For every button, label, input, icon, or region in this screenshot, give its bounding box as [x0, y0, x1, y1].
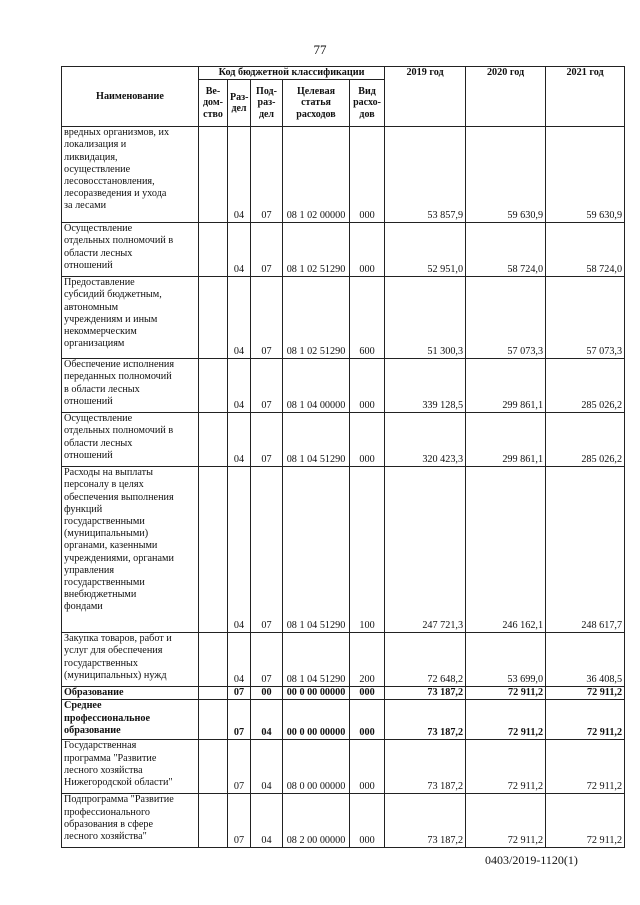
cell-target: 08 1 02 51290	[283, 223, 350, 277]
cell-target: 08 1 02 00000	[283, 127, 350, 223]
cell-vid: 000	[350, 794, 385, 848]
cell-podrazdel: 04	[251, 700, 283, 740]
cell-2019: 320 423,3	[385, 413, 466, 467]
cell-vid: 600	[350, 277, 385, 359]
cell-2019: 339 128,5	[385, 359, 466, 413]
table-row	[62, 700, 625, 740]
cell-2021: 72 911,2	[546, 740, 625, 794]
cell-vid: 000	[350, 740, 385, 794]
cell-vedomstvo	[199, 687, 228, 700]
cell-2021: 72 911,2	[546, 794, 625, 848]
cell-2020: 59 630,9	[466, 127, 546, 223]
cell-target: 08 1 04 51290	[283, 413, 350, 467]
table-row	[62, 359, 625, 413]
cell-vid: 200	[350, 633, 385, 687]
cell-razdel: 07	[228, 740, 251, 794]
cell-vedomstvo	[199, 794, 228, 848]
cell-name: Осуществление отдельных полномочий в области лесных отношений	[62, 413, 199, 467]
cell-2019: 53 857,9	[385, 127, 466, 223]
header-year-2021: 2021 год	[546, 67, 625, 127]
header-year-2019: 2019 год	[385, 67, 466, 127]
cell-vedomstvo	[199, 413, 228, 467]
cell-target: 00 0 00 00000	[283, 687, 350, 700]
cell-podrazdel: 07	[251, 223, 283, 277]
header-razdel: Раз- дел	[228, 80, 251, 127]
header-code-group: Код бюджетной классификации	[199, 67, 385, 80]
cell-name: Среднее профессиональное образование	[62, 700, 199, 740]
cell-razdel: 07	[228, 687, 251, 700]
cell-vedomstvo	[199, 740, 228, 794]
cell-razdel: 07	[228, 794, 251, 848]
cell-razdel: 04	[228, 277, 251, 359]
cell-razdel: 04	[228, 633, 251, 687]
table-row	[62, 794, 625, 848]
cell-target: 08 1 04 51290	[283, 467, 350, 633]
cell-vedomstvo	[199, 277, 228, 359]
cell-vid: 000	[350, 413, 385, 467]
cell-name: Подпрограмма "Развитие профессионального образования в сфере лесного хозяйства"	[62, 794, 199, 848]
cell-name: Предоставление субсидий бюджетным, автономным учреждениям и иным некоммерческим организациям	[62, 277, 199, 359]
cell-podrazdel: 07	[251, 413, 283, 467]
cell-2019: 73 187,2	[385, 740, 466, 794]
header-name: Наименование	[62, 67, 199, 127]
cell-podrazdel: 07	[251, 467, 283, 633]
cell-2020: 72 911,2	[466, 687, 546, 700]
cell-2019: 52 951,0	[385, 223, 466, 277]
cell-2021: 36 408,5	[546, 633, 625, 687]
header-year-2020: 2020 год	[466, 67, 546, 127]
table-row	[62, 467, 625, 633]
cell-target: 08 1 02 51290	[283, 277, 350, 359]
cell-razdel: 04	[228, 467, 251, 633]
cell-2019: 51 300,3	[385, 277, 466, 359]
cell-2020: 57 073,3	[466, 277, 546, 359]
cell-2020: 299 861,1	[466, 413, 546, 467]
cell-2021: 72 911,2	[546, 687, 625, 700]
footer-document-code: 0403/2019-1120(1)	[485, 853, 578, 867]
cell-vedomstvo	[199, 633, 228, 687]
cell-2021: 58 724,0	[546, 223, 625, 277]
cell-vedomstvo	[199, 127, 228, 223]
cell-2021: 72 911,2	[546, 700, 625, 740]
cell-podrazdel: 07	[251, 127, 283, 223]
cell-razdel: 04	[228, 359, 251, 413]
cell-name: вредных организмов, их локализация и ликвидация, осуществление лесовосстановления, лесоразведения и ухода за лесами	[62, 127, 199, 223]
cell-2020: 72 911,2	[466, 700, 546, 740]
cell-name: Образование	[62, 687, 199, 700]
cell-vid: 100	[350, 467, 385, 633]
cell-vid: 000	[350, 359, 385, 413]
cell-razdel: 04	[228, 127, 251, 223]
cell-2019: 72 648,2	[385, 633, 466, 687]
cell-target: 00 0 00 00000	[283, 700, 350, 740]
cell-name: Обеспечение исполнения переданных полномочий в области лесных отношений	[62, 359, 199, 413]
cell-2020: 246 162,1	[466, 467, 546, 633]
table-row	[62, 127, 625, 223]
table-row	[62, 633, 625, 687]
header-podrazdel: Под- раз- дел	[251, 80, 283, 127]
cell-2020: 72 911,2	[466, 740, 546, 794]
cell-vedomstvo	[199, 467, 228, 633]
cell-2019: 73 187,2	[385, 794, 466, 848]
cell-vid: 000	[350, 700, 385, 740]
cell-name: Расходы на выплаты персоналу в целях обеспечения выполнения функций государственными (муниципальными) органами, казенными учреждениями, органами управления государственными внебюджетными фондами	[62, 467, 199, 633]
cell-name: Осуществление отдельных полномочий в области лесных отношений	[62, 223, 199, 277]
page-number: 77	[313, 42, 327, 57]
table-header	[62, 67, 625, 127]
table-row	[62, 277, 625, 359]
cell-2021: 57 073,3	[546, 277, 625, 359]
cell-2019: 73 187,2	[385, 687, 466, 700]
cell-razdel: 04	[228, 413, 251, 467]
cell-2020: 58 724,0	[466, 223, 546, 277]
cell-target: 08 2 00 00000	[283, 794, 350, 848]
cell-podrazdel: 07	[251, 633, 283, 687]
table-row	[62, 687, 625, 700]
cell-2019: 73 187,2	[385, 700, 466, 740]
cell-podrazdel: 04	[251, 794, 283, 848]
cell-razdel: 04	[228, 223, 251, 277]
cell-name: Закупка товаров, работ и услуг для обеспечения государственных (муниципальных) нужд	[62, 633, 199, 687]
cell-target: 08 0 00 00000	[283, 740, 350, 794]
cell-2019: 247 721,3	[385, 467, 466, 633]
table-row	[62, 740, 625, 794]
budget-table	[61, 66, 625, 848]
header-vedomstvo: Ве- дом- ство	[199, 80, 228, 127]
cell-podrazdel: 04	[251, 740, 283, 794]
cell-2021: 59 630,9	[546, 127, 625, 223]
cell-target: 08 1 04 00000	[283, 359, 350, 413]
cell-vid: 000	[350, 223, 385, 277]
cell-vid: 000	[350, 687, 385, 700]
cell-2020: 72 911,2	[466, 794, 546, 848]
cell-2021: 285 026,2	[546, 413, 625, 467]
table-body	[62, 127, 625, 848]
table-row	[62, 223, 625, 277]
cell-target: 08 1 04 51290	[283, 633, 350, 687]
cell-name: Государственная программа "Развитие лесного хозяйства Нижегородской области"	[62, 740, 199, 794]
header-vid: Вид расхо- дов	[350, 80, 385, 127]
cell-vedomstvo	[199, 359, 228, 413]
header-target: Целевая статья расходов	[283, 80, 350, 127]
cell-podrazdel: 00	[251, 687, 283, 700]
cell-2020: 299 861,1	[466, 359, 546, 413]
cell-2020: 53 699,0	[466, 633, 546, 687]
cell-podrazdel: 07	[251, 277, 283, 359]
table-row	[62, 413, 625, 467]
cell-razdel: 07	[228, 700, 251, 740]
cell-2021: 248 617,7	[546, 467, 625, 633]
cell-2021: 285 026,2	[546, 359, 625, 413]
cell-vedomstvo	[199, 223, 228, 277]
cell-podrazdel: 07	[251, 359, 283, 413]
cell-vedomstvo	[199, 700, 228, 740]
cell-vid: 000	[350, 127, 385, 223]
